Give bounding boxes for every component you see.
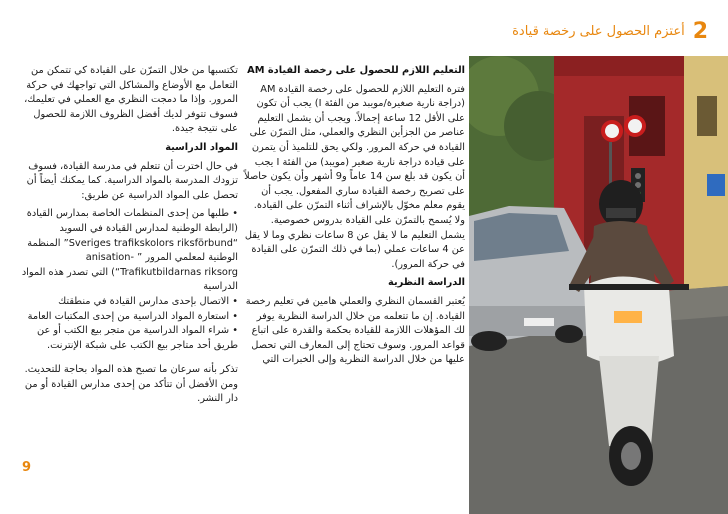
moped-rider-photo — [469, 56, 728, 514]
theory-subheading: الدراسة النظرية — [388, 277, 465, 289]
list-item: • الاتصال بإحدى مدارس القيادة في منطقتك — [14, 295, 238, 310]
materials-paragraph: في حال اخترت أن تتعلم في مدرسة القيادة، فسوف تزودك المدرسة بالمواد الدراسية. كما يمكنك أيضاً أن تحصل على المواد الدراسية عن طريق: — [26, 160, 238, 201]
page-number: 9 — [22, 460, 32, 475]
chapter-number: 2 — [692, 18, 708, 44]
list-item: • شراء المواد الدراسية من متجر بيع الكتب أو عن طريق أحد متاجر بيع الكتب على شبكة الإنترنت. — [14, 324, 238, 353]
chapter-header — [512, 16, 708, 46]
chapter-title: أعتزم الحصول على رخصة قيادة — [512, 23, 685, 39]
list-item: • استعارة المواد الدراسية من إحدى المكتبات العامة — [14, 310, 238, 325]
materials-list — [14, 207, 238, 353]
section-heading-am: التعليم اللازم للحصول على رخصة القيادة AM — [247, 65, 465, 76]
list-item: • طلبها من إحدى المنظمات الخاصة بمدارس القيادة (الرابطة الوطنية لمدارس القيادة في السويد “Sveriges trafikskolors riksförbund” المنظمة الوطنية لمعلمي المرور ” -anisation Trafikutbildarnas riksorg“) التي تصدر هذه المواد الدراسية — [14, 207, 238, 295]
reminder-paragraph: تذكر بأنه سرعان ما تصبح هذه المواد بحاجة للتحديث. ومن الأفضل أن تتأكد من إحدى مدارس القيادة أو من دار النشر. — [24, 364, 238, 405]
left-text-column — [14, 64, 238, 411]
theory-paragraph: يُعتبر القسمان النظري والعملي هامين في تعليم رخصة القيادة. إن ما تتعلمه من خلال الدراسة النظرية يوفر لك المؤهلات اللازمة للقيادة بحكمة والقدرة على اتباع قواعد المرور. وسوف تحتاج إلى المعارف التي تحصل عليها من خلال الدراسة النظرية وإلى الخبرات التي — [245, 295, 465, 366]
right-text-column — [244, 64, 465, 372]
materials-heading: المواد الدراسية — [165, 141, 238, 153]
am-paragraph: فترة التعليم اللازم للحصول على رخصة القيادة AM (دراجة نارية صغيرة/مويبد من الفئة I) يجب أن تكون على الأقل 12 ساعة إجمالاً. ويجب أن يشمل التعليم عناصر من الجزأين النظري والعملي، مثل التمرّن على القيادة في حركة المرور. ولكي يحق للتلميذ أن يتمرن على قيادة دراجة نارية صغير (مويبد) من الفئة I يجب أن يكون قد بلغ سن 14 عاماً و9 أشهر وأن يكون حاصلاً على تصريح رخصة القيادة ساري المفعول. يجب أن يقوم معلم مخوّل بالإشراف أثناء التمرّن على القيادة. ولا يُسمح بالتمرّن على القيادة بدروس خصوصية. يشمل التعليم ما لا يقل عن 8 ساعات نظري وما لا يقل عن 4 ساعات عملي (بما في ذلك التمرّن على القيادة في حركة المرور). — [244, 83, 465, 270]
continuation-paragraph: تكتسبها من خلال التمرّن على القيادة كي تتمكن من التعامل مع الأوضاع والمشاكل التي تواجهك في حركة المرور. وإذا ما دمجت النظري مع العملي في تعليمك، فسوف تتوفر لديك أفضل الظروف اللازمة للحصول على نتيجة جيدة. — [24, 65, 238, 135]
